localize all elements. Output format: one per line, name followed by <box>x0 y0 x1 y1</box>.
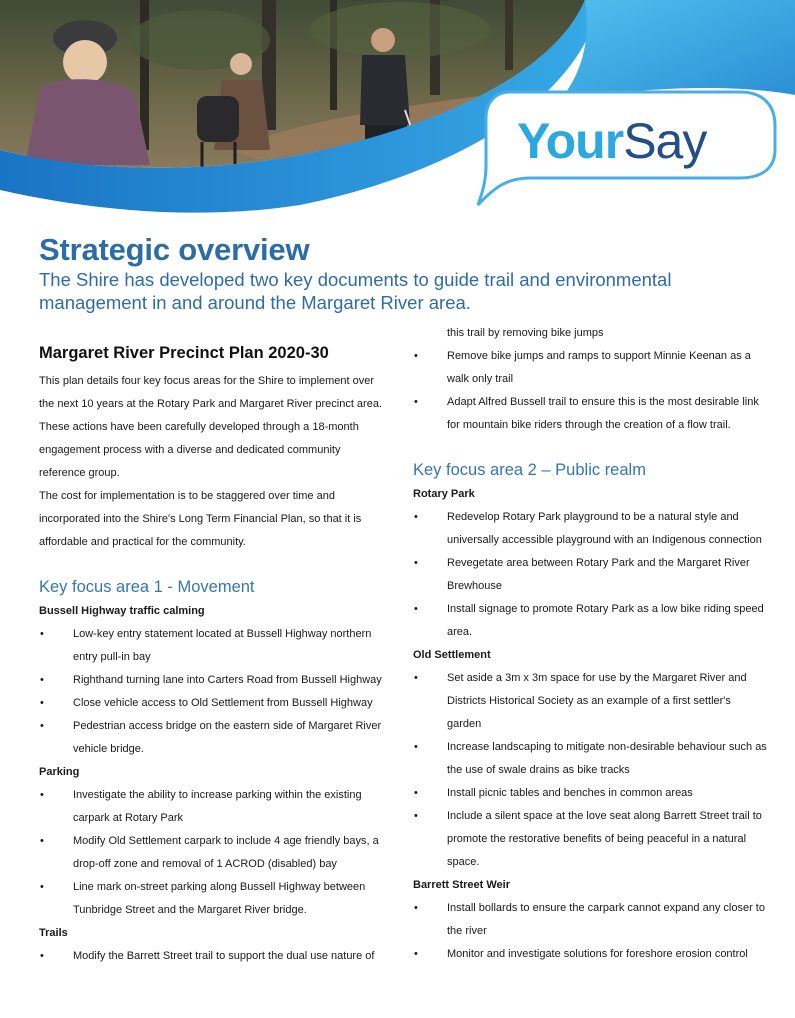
list-item <box>413 506 768 552</box>
list-item-continuation: this trail by removing bike jumps <box>447 327 604 339</box>
bullet-icon: • <box>414 741 418 753</box>
precinct-plan-heading: Margaret River Precinct Plan 2020-30 <box>39 344 329 362</box>
list-item <box>413 897 768 943</box>
group-heading: Barrett Street Weir <box>413 879 510 891</box>
bullet-icon: • <box>414 787 418 799</box>
list-item-text: Redevelop Rotary Park playground to be a natural style and universally accessible playground with an Indigenous connection <box>447 511 762 546</box>
list-item-text: Remove bike jumps and ramps to support Minnie Keenan as a walk only trail <box>447 350 751 385</box>
page-subtitle: The Shire has developed two key documents to guide trail and environmental management in and around the Margaret River area. <box>39 269 672 313</box>
bullet-icon: • <box>40 835 44 847</box>
left-column <box>39 342 389 968</box>
list-item-text: Install bollards to ensure the carpark cannot expand any closer to the river <box>447 902 765 937</box>
list-item <box>413 391 768 437</box>
logo-text-b: Say <box>623 113 707 169</box>
list-item <box>413 667 768 736</box>
bullet-icon: • <box>414 396 418 408</box>
group-heading: Parking <box>39 766 80 778</box>
bullet-icon: • <box>414 948 418 960</box>
svg-text:YourSay <box>517 113 707 169</box>
bullet-icon: • <box>40 697 44 709</box>
page-title: Strategic overview <box>39 232 310 267</box>
bullet-list <box>39 945 389 968</box>
logo-text-a: Your <box>517 113 624 169</box>
cost-paragraph: The cost for implementation is to be staggered over time and incorporated into the Shire's Long Term Financial Plan, so that it is affordable and practical for the community. <box>39 490 362 548</box>
list-item-text: Investigate the ability to increase parking within the existing carpark at Rotary Park <box>73 789 362 824</box>
header-banner <box>0 0 795 230</box>
list-item-text: Close vehicle access to Old Settlement from Bussell Highway <box>73 697 373 709</box>
bullet-icon: • <box>40 674 44 686</box>
list-item <box>39 945 389 968</box>
bullet-icon: • <box>40 881 44 893</box>
intro-paragraph: This plan details four key focus areas for the Shire to implement over the next 10 years at the Rotary Park and Margaret River precinct area. These actions have been carefully developed through a 18-month engagement process with a diverse and dedicated community reference group. <box>39 375 382 479</box>
list-item <box>39 692 389 715</box>
list-item-text: Line mark on-street parking along Bussell Highway between Tunbridge Street and the Margaret River bridge. <box>73 881 366 916</box>
list-item <box>413 805 768 874</box>
list-item <box>39 784 389 830</box>
bullet-icon: • <box>414 810 418 822</box>
list-item <box>413 345 768 391</box>
bullet-icon: • <box>414 511 418 523</box>
group-heading: Trails <box>39 927 68 939</box>
bullet-icon: • <box>414 672 418 684</box>
list-item-text: Include a silent space at the love seat along Barrett Street trail to promote the restorative benefits of being peaceful in a natural space. <box>447 810 762 868</box>
list-item-text: Increase landscaping to mitigate non-desirable behaviour such as the use of swale drains as bike tracks <box>447 741 767 776</box>
group-heading: Rotary Park <box>413 488 475 500</box>
bullet-icon: • <box>414 603 418 615</box>
list-item-text: Set aside a 3m x 3m space for use by the Margaret River and Districts Historical Society as an example of a first settler's garden <box>447 672 747 730</box>
bullet-list <box>413 345 768 437</box>
list-item <box>413 736 768 782</box>
list-item <box>413 552 768 598</box>
bullet-icon: • <box>40 720 44 732</box>
bullet-icon: • <box>414 350 418 362</box>
list-item <box>39 715 389 761</box>
bullet-list <box>39 784 389 922</box>
list-item-text: Pedestrian access bridge on the eastern side of Margaret River vehicle bridge. <box>73 720 382 755</box>
bullet-icon: • <box>40 950 44 962</box>
right-column <box>413 322 768 966</box>
list-item-text: Install signage to promote Rotary Park as a low bike riding speed area. <box>447 603 764 638</box>
list-item-text: Monitor and investigate solutions for foreshore erosion control <box>447 948 748 960</box>
focus-area-1-heading: Key focus area 1 - Movement <box>39 578 255 596</box>
list-item <box>39 876 389 922</box>
list-item <box>39 669 389 692</box>
bullet-icon: • <box>40 789 44 801</box>
list-item-text: Modify the Barrett Street trail to support the dual use nature of <box>73 950 375 962</box>
list-item <box>413 943 768 966</box>
list-item-text: Low-key entry statement located at Bussell Highway northern entry pull-in bay <box>73 628 372 663</box>
bullet-icon: • <box>414 557 418 569</box>
list-item-text: Revegetate area between Rotary Park and the Margaret River Brewhouse <box>447 557 750 592</box>
bullet-icon: • <box>414 902 418 914</box>
bullet-icon: • <box>40 628 44 640</box>
focus-area-2-heading: Key focus area 2 – Public realm <box>413 461 646 479</box>
group-heading: Old Settlement <box>413 649 491 661</box>
list-item <box>413 598 768 644</box>
list-item-text: Install picnic tables and benches in common areas <box>447 787 693 799</box>
bullet-list <box>413 667 768 874</box>
bullet-list <box>413 506 768 644</box>
group-heading: Bussell Highway traffic calming <box>39 605 205 617</box>
bullet-list <box>413 897 768 966</box>
list-item-text: Righthand turning lane into Carters Road from Bussell Highway <box>73 674 382 686</box>
list-item <box>39 623 389 669</box>
list-item-text: Modify Old Settlement carpark to include 4 age friendly bays, a drop-off zone and removal of 1 ACROD (disabled) bay <box>73 835 379 870</box>
list-item <box>39 830 389 876</box>
list-item <box>413 782 768 805</box>
bullet-list <box>39 623 389 761</box>
list-item-text: Adapt Alfred Bussell trail to ensure this is the most desirable link for mountain bike riders through the creation of a flow trail. <box>447 396 759 431</box>
